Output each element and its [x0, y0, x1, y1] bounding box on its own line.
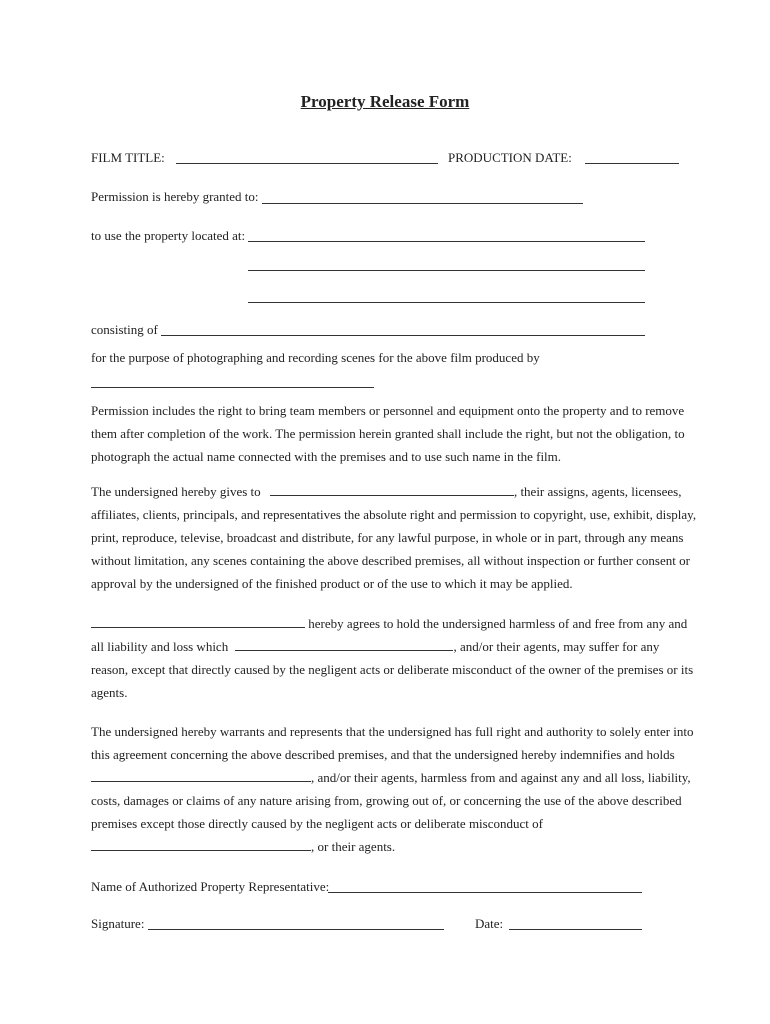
text-line: photograph the actual name connected with the premises and to use such name in the film.	[91, 449, 562, 464]
paragraph-grant-of-rights	[91, 480, 697, 595]
date-label: Date:	[475, 916, 504, 931]
representative-label: Name of Authorized Property Representative:	[91, 879, 330, 894]
consisting-of-label: consisting of	[91, 322, 158, 337]
paragraph-hold-harmless	[91, 612, 694, 704]
indemnifying-party-field[interactable]	[91, 614, 305, 628]
text-segment: , and/or their agents, may suffer for any	[453, 639, 660, 654]
text-segment: hereby agrees to hold the undersigned harmless of and free from any and	[305, 616, 688, 631]
text-segment: , or their agents.	[311, 839, 396, 854]
production-date-label: PRODUCTION DATE:	[448, 150, 572, 165]
text-line: reason, except that directly caused by the negligent acts or deliberate misconduct of the owner of the premises or its	[91, 662, 694, 677]
permission-granted-to-field[interactable]	[262, 203, 583, 204]
grantee-field[interactable]	[270, 482, 514, 496]
production-date-field[interactable]	[585, 163, 679, 164]
signature-field[interactable]	[148, 929, 444, 930]
text-line: print, reproduce, televise, broadcast and distribute, for any lawful purpose, in whole or in part, through any means	[91, 530, 684, 545]
liability-party-field[interactable]	[235, 637, 453, 651]
text-line: affiliates, clients, principals, and representatives the absolute right and permission to copyright, use, exhibit, display,	[91, 507, 697, 522]
text-line: The undersigned hereby warrants and represents that the undersigned has full right and authority to solely enter into	[91, 724, 694, 739]
text-line: without limitation, any scenes containing the above described premises, all without inspection or further consent or	[91, 553, 690, 568]
date-field[interactable]	[509, 929, 642, 930]
text-segment: , and/or their agents, harmless from and against any and all loss, liability,	[311, 770, 691, 785]
producer-field[interactable]	[91, 387, 374, 388]
text-segment: , their assigns, agents, licensees,	[513, 484, 682, 499]
text-line: costs, damages or claims of any nature arising from, growing out of, or concerning the use of the above described	[91, 793, 682, 808]
consisting-of-field[interactable]	[161, 335, 645, 336]
purpose-text: for the purpose of photographing and recording scenes for the above film produced by	[91, 350, 540, 365]
text-line: Permission includes the right to bring team members or personnel and equipment onto the property and to remove	[91, 403, 685, 418]
permission-label: Permission is hereby granted to:	[91, 189, 259, 204]
text-line: them after completion of the work. The permission herein granted shall include the right, but not the obligation, to	[91, 426, 685, 441]
misconduct-party-field[interactable]	[91, 837, 311, 851]
held-harmless-party-field[interactable]	[91, 768, 311, 782]
text-line: approval by the undersigned of the finished product or of the use to which it may be applied.	[91, 576, 573, 591]
property-location-label: to use the property located at:	[91, 228, 246, 243]
text-line: premises except those directly caused by the negligent acts or deliberate misconduct of	[91, 816, 543, 831]
property-address-line-2[interactable]	[248, 270, 645, 271]
text-segment: The undersigned hereby gives to	[91, 484, 261, 499]
representative-name-field[interactable]	[328, 892, 642, 893]
signature-label: Signature:	[91, 916, 145, 931]
text-line: agents.	[91, 685, 128, 700]
paragraph-warranty	[91, 720, 694, 858]
property-address-line-3[interactable]	[248, 302, 645, 303]
text-line: this agreement concerning the above described premises, and that the undersigned hereby indemnifies and holds	[91, 747, 675, 762]
film-title-field[interactable]	[176, 163, 438, 164]
text-segment: all liability and loss which	[91, 639, 229, 654]
property-address-line-1[interactable]	[248, 241, 645, 242]
film-title-label: FILM TITLE:	[91, 150, 165, 165]
paragraph-permission-scope	[91, 399, 685, 468]
form-title: Property Release Form	[300, 92, 470, 111]
